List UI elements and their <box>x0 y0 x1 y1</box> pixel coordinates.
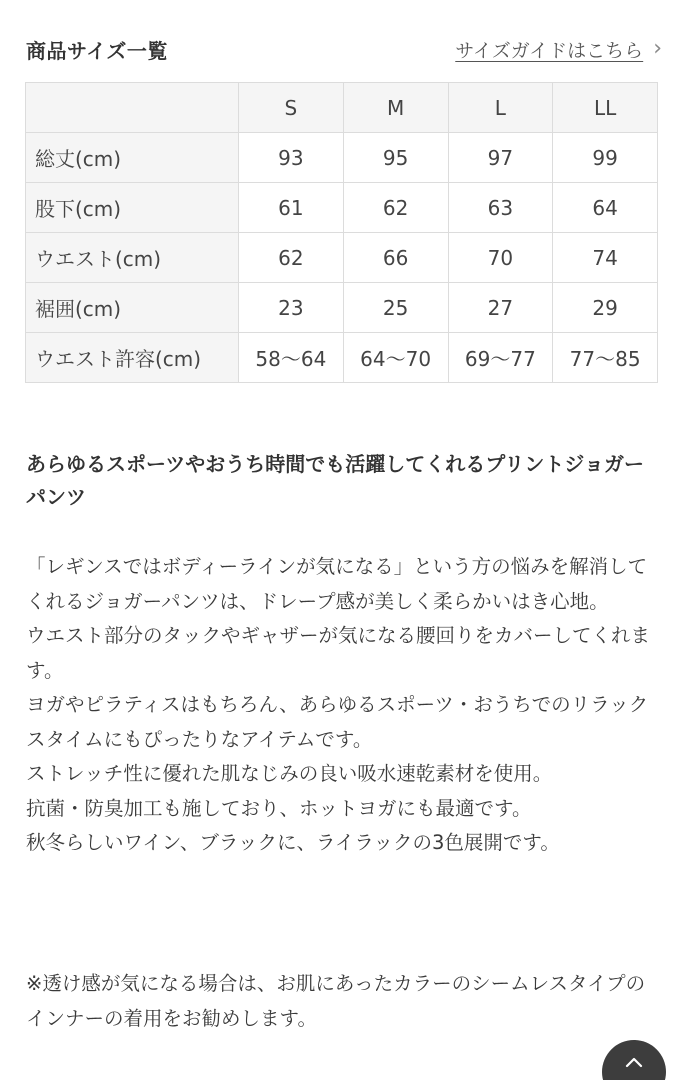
size-guide-link-label: サイズガイドはこちら <box>455 39 644 62</box>
value-cell: 66 <box>343 233 448 283</box>
value-cell: 77～85 <box>553 333 658 383</box>
value-cell: 27 <box>448 283 553 333</box>
row-label-cell: ウエスト(cm) <box>26 233 239 283</box>
product-headline: あらゆるスポーツやおうち時間でも活躍してくれるプリントジョガーパンツ <box>26 452 644 509</box>
size-header-cell: L <box>448 83 553 133</box>
product-description <box>26 550 656 861</box>
table-row <box>26 333 658 383</box>
value-cell: 62 <box>239 233 344 283</box>
size-header-cell: M <box>343 83 448 133</box>
size-guide-link[interactable] <box>455 36 662 63</box>
value-cell: 97 <box>448 133 553 183</box>
chevron-right-icon: › <box>653 36 662 61</box>
value-cell: 93 <box>239 133 344 183</box>
size-section-title: 商品サイズ一覧 <box>26 38 168 63</box>
row-label-cell: 股下(cm) <box>26 183 239 233</box>
product-note: ※透け感が気になる場合は、お肌にあったカラーのシームレスタイプのインナーの着用をお勧めします。 <box>26 972 646 1030</box>
chevron-up-icon <box>623 1052 645 1074</box>
value-cell: 63 <box>448 183 553 233</box>
table-row <box>26 133 658 183</box>
size-header-cell: S <box>239 83 344 133</box>
value-cell: 99 <box>553 133 658 183</box>
value-cell: 74 <box>553 233 658 283</box>
product-description-text: 「レギンスではボディーラインが気になる」という方の悩みを解消してくれるジョガーパンツは、ドレープ感が美しく柔らかいはき心地。 ウエスト部分のタックやギャザーが気になる腰回りをカバーしてくれます。 ヨガやピラティスはもちろん、あらゆるスポーツ・おうちでのリラックスタイムにもぴったりなアイテムです。 ストレッチ性に優れた肌なじみの良い吸水速乾素材を使用。 抗菌・防臭加工も施しており、ホットヨガにも最適です。 秋冬らしいワイン、ブラックに、ライラックの3色展開です。 <box>26 555 651 854</box>
value-cell: 64～70 <box>343 333 448 383</box>
value-cell: 25 <box>343 283 448 333</box>
value-cell: 95 <box>343 133 448 183</box>
size-table-header-row <box>26 83 658 133</box>
row-label-cell: 裾囲(cm) <box>26 283 239 333</box>
value-cell: 29 <box>553 283 658 333</box>
size-section-header <box>26 34 662 64</box>
value-cell: 61 <box>239 183 344 233</box>
table-row <box>26 183 658 233</box>
value-cell: 64 <box>553 183 658 233</box>
value-cell: 62 <box>343 183 448 233</box>
size-header-cell: LL <box>553 83 658 133</box>
row-label-cell: 総丈(cm) <box>26 133 239 183</box>
scroll-to-top-button[interactable] <box>602 1040 666 1080</box>
value-cell: 70 <box>448 233 553 283</box>
value-cell: 58～64 <box>239 333 344 383</box>
size-table-corner-cell <box>26 83 239 133</box>
table-row <box>26 233 658 283</box>
size-table <box>25 82 658 383</box>
row-label-cell: ウエスト許容(cm) <box>26 333 239 383</box>
value-cell: 69～77 <box>448 333 553 383</box>
table-row <box>26 283 658 333</box>
value-cell: 23 <box>239 283 344 333</box>
